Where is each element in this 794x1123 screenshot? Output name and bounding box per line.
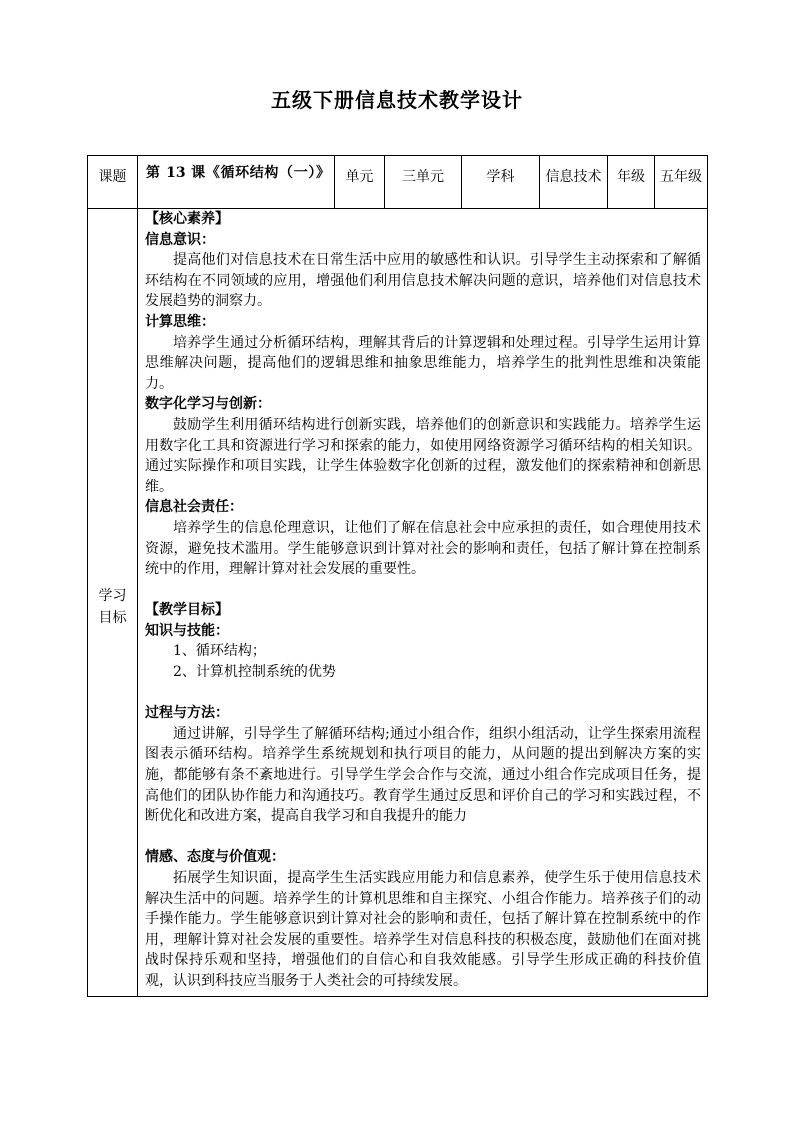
document-title: 五级下册信息技术教学设计 [271, 88, 523, 112]
subject-value: 信息技术 [540, 156, 608, 209]
core-heading: 【核心素养】 [145, 211, 229, 227]
unit-label: 单元 [335, 156, 385, 209]
list-item: 2、计算机控制系统的优势 [173, 664, 336, 681]
section-text: 培养学生通过分析循环结构，理解其背后的计算逻辑和处理过程。引导学生运用计算思维解决问题，提高他们的逻辑思维和抽象思维能力，培养学生的批判性思维和决策能力。 [145, 334, 701, 392]
section-text: 培养学生的信息伦理意识，让他们了解在信息社会中应承担的责任，如合理使用技术资源，避免技术滥用。学生能够意识到计算对社会的影响和责任，包括了解计算在控制系统中的作用，理解计算对社会发展的重要性。 [145, 519, 701, 578]
process-title: 过程与方法： [145, 705, 229, 722]
section-title: 信息社会责任： [145, 499, 243, 516]
lesson-plan-table [87, 155, 708, 997]
goals-content [138, 209, 708, 997]
section-text: 鼓励学生利用循环结构进行创新实践，培养他们的创新意识和实践能力。培养学生运用数字化工具和资源进行学习和探索的能力，如使用网络资源学习循环结构的相关知识。通过实际操作和项目实践，让学生体验数字化创新的过程，激发他们的探索精神和创新思维。 [145, 416, 701, 495]
goals-row [88, 209, 708, 997]
grade-value: 五年级 [655, 156, 708, 209]
topic-label: 课题 [88, 156, 138, 209]
grade-label: 年级 [608, 156, 655, 209]
side-label: 学习 目标 [88, 209, 138, 997]
list-item: 1、循环结构； [173, 643, 266, 660]
process-text: 通过讲解，引导学生了解循环结构;通过小组合作，组织小组活动，让学生探索用流程图表示循环结构。培养学生系统规划和执行项目的能力，从问题的提出到解决方案的实施，都能够有条不紊地进行。引导学生学会合作与交流，通过小组合作完成项目任务，提高他们的团队协作能力和沟通技巧。教育学生通过反思和评价自己的学习和实践过程，不断优化和改进方案，提高自我学习和自我提升的能力 [145, 725, 701, 825]
section-title: 计算思维： [145, 313, 215, 330]
goals-heading: 【教学目标】 [145, 602, 229, 619]
section-title: 数字化学习与创新： [145, 396, 271, 413]
header-row [88, 156, 708, 209]
lesson-title: 第 13 课《循环结构（一）》 [138, 156, 335, 209]
subject-label: 学科 [462, 156, 540, 209]
emotion-title: 情感、态度与价值观： [145, 849, 285, 866]
knowledge-title: 知识与技能： [145, 622, 229, 639]
emotion-text: 拓展学生知识面，提高学生生活实践应用能力和信息素养，使学生乐于使用信息技术解决生活中的问题。培养学生的计算机思维和自主探究、小组合作能力。培养孩子们的动手操作能力。学生能够意识到计算对社会的影响和责任，包括了解计算在控制系统中的作用，理解计算对社会发展的重要性。培养学生对信息科技的积极态度，鼓励他们在面对挑战时保持乐观和坚持，增强他们的自信心和自我效能感。引导学生形成正确的科技价值观，认识到科技应当服务于人类社会的可持续发展。 [145, 870, 701, 989]
unit-value: 三单元 [385, 156, 462, 209]
section-text: 提高他们对信息技术在日常生活中应用的敏感性和认识。引导学生主动探索和了解循环结构在不同领域的应用，增强他们利用信息技术解决问题的意识，培养他们对信息技术发展趋势的洞察力。 [145, 252, 701, 310]
section-title: 信息意识： [145, 231, 215, 248]
